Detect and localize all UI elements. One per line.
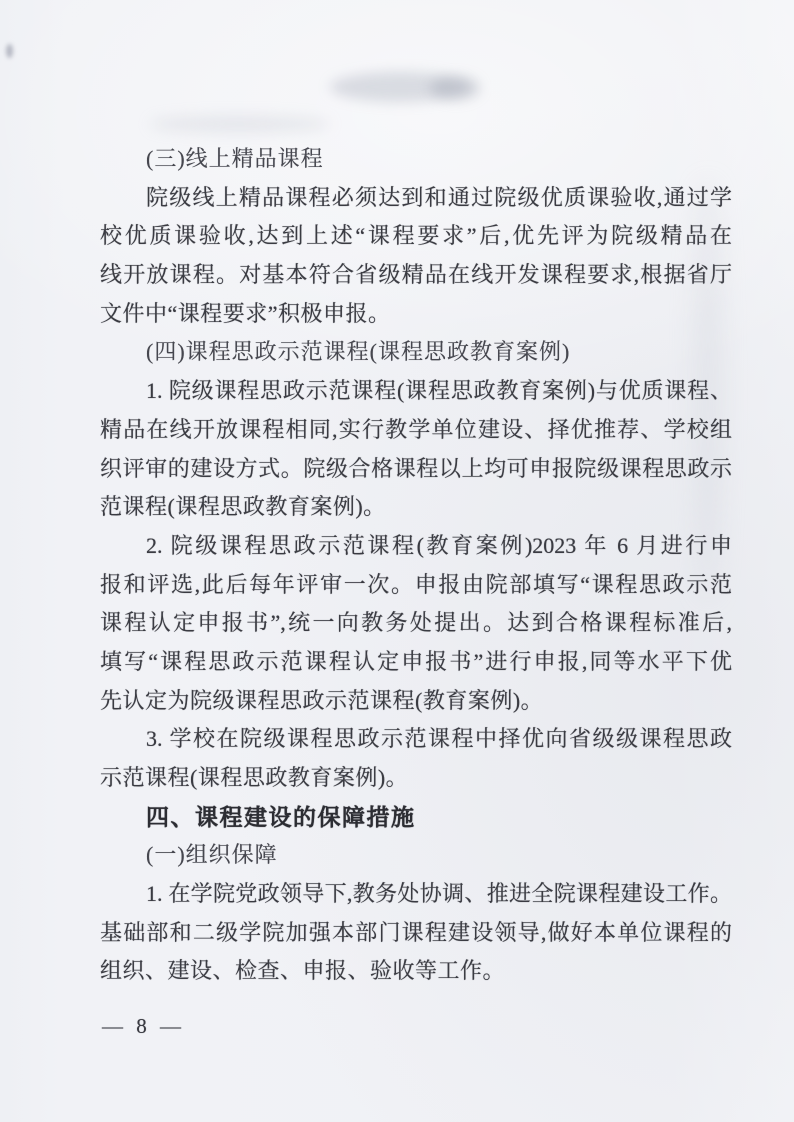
text-line: 线开放课程。对基本符合省级精品在线开发课程要求,根据省厅 xyxy=(100,262,732,288)
text-line: 织评审的建设方式。院级合格课程以上均可申报院级课程思政示 xyxy=(100,455,732,481)
text-line: 文件中“课程要求”积极申报。 xyxy=(100,300,391,326)
text-line: 报和评选,此后每年评审一次。申报由院部填写“课程思政示范 xyxy=(100,571,732,597)
page-body-text xyxy=(100,140,732,991)
text-line: 四、课程建设的保障措施 xyxy=(146,803,416,830)
text-line: 基础部和二级学院加强本部门课程建设领导,做好本单位课程的 xyxy=(100,919,732,945)
scan-bleedthrough-smudge xyxy=(150,116,330,132)
text-line: (三)线上精品课程 xyxy=(146,146,324,171)
text-line: 校优质课验收,达到上述“课程要求”后,优先评为院级精品在 xyxy=(100,223,732,249)
text-line: 示范课程(课程思政教育案例)。 xyxy=(100,765,409,790)
text-line: 精品在线开放课程相同,实行教学单位建设、择优推荐、学校组 xyxy=(100,416,732,442)
text-line: 范课程(课程思政教育案例)。 xyxy=(100,494,386,520)
text-line: (四)课程思政示范课程(课程思政教育案例) xyxy=(146,339,571,365)
scan-bleedthrough-smudge xyxy=(430,76,480,100)
text-line: 先认定为院级课程思政示范课程(教育案例)。 xyxy=(100,687,544,713)
text-line: 1. 在学院党政领导下,教务处协调、推进全院课程建设工作。 xyxy=(146,881,732,907)
text-line: (一)组织保障 xyxy=(146,842,278,868)
text-line: 填写“课程思政示范课程认定申报书”进行申报,同等水平下优 xyxy=(100,648,732,674)
text-line: 院级线上精品课程必须达到和通过院级优质课验收,通过学 xyxy=(146,184,732,210)
text-line: 课程认定申报书”,统一向教务处提出。达到合格课程标准后, xyxy=(100,610,732,636)
page-number: — 8 — xyxy=(102,1014,185,1038)
text-line: 3. 学校在院级课程思政示范课程中择优向省级级课程思政 xyxy=(146,726,732,752)
scan-edge-mark xyxy=(6,44,13,58)
text-line: 2. 院级课程思政示范课程(教育案例)2023 年 6 月进行申 xyxy=(146,532,732,558)
text-line: 组织、建设、检查、申报、验收等工作。 xyxy=(100,958,506,984)
text-line: 1. 院级课程思政示范课程(课程思政教育案例)与优质课程、 xyxy=(146,378,732,404)
